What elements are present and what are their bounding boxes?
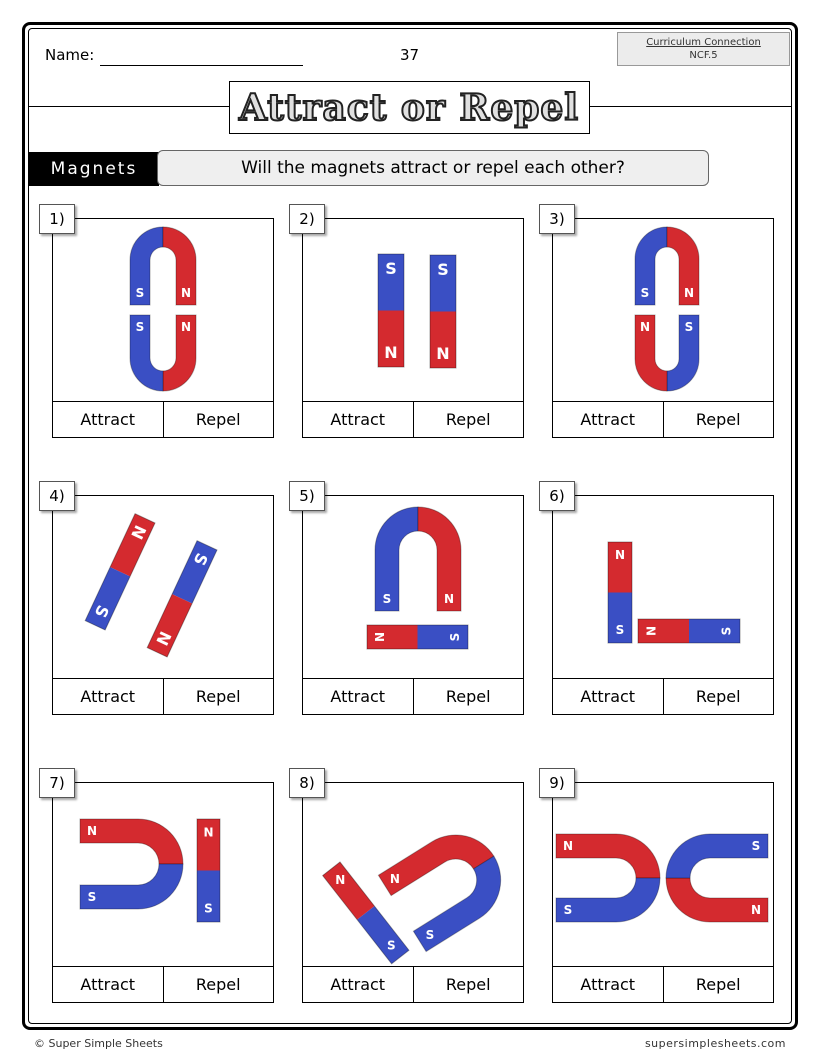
magnet-diagram [632,225,712,395]
worksheet-number: 37 [400,46,420,64]
magnet-diagram [125,225,205,395]
pole-label: N [373,631,388,643]
section-label: Magnets [29,152,159,186]
pole-label: N [683,286,695,300]
title-box [229,81,590,134]
bar-magnet [608,542,632,643]
pole-label: N [203,825,214,840]
pole-label: N [614,548,626,563]
attract-option[interactable]: Attract [553,679,664,714]
repel-option[interactable]: Repel [195,410,241,429]
pole-label: N [152,628,176,649]
repel-option[interactable]: Repel [445,975,491,994]
pole-label: S [382,592,392,606]
repel-option[interactable]: Repel [445,410,491,429]
attract-option[interactable]: Attract [553,967,664,1002]
magnet-diagram [600,540,745,650]
bar-magnet [638,619,740,643]
pole-label: N [180,320,192,334]
pole-label: S [751,839,761,853]
horseshoe-magnet [635,227,699,305]
pole-label: S [189,550,212,569]
pole-label: S [719,626,734,636]
bar-magnet [147,541,217,657]
magnet-half [163,227,196,305]
magnet-diagram [370,250,470,375]
question-number: 5) [289,481,325,511]
magnet-half [375,507,418,611]
pole-label: N [443,592,455,606]
horseshoe-magnet [80,819,183,909]
question-number: 9) [539,768,575,798]
answer-options [302,966,524,1003]
pole-label: S [385,259,397,279]
horseshoe-magnet [130,315,196,391]
bar-magnet [197,819,220,922]
page-title-graphic [232,85,587,131]
magnet-diagram [365,505,475,655]
question-number: 6) [539,481,575,511]
horseshoe-magnet [635,315,699,391]
pole-label: N [389,872,400,887]
copyright: © Super Simple Sheets [34,1037,163,1050]
magnet-diagram [90,515,225,665]
pole-label: S [684,320,694,334]
pole-label: N [335,873,346,888]
bar-magnet [85,514,155,630]
answer-options [552,678,774,715]
horseshoe-magnet [666,834,768,922]
repel-option[interactable]: Repel [695,975,741,994]
pole-label: S [640,286,650,300]
bar-magnet [430,255,456,368]
magnet-diagram [320,800,490,953]
question-number: 4) [39,481,75,511]
repel-option[interactable]: Repel [695,687,741,706]
pole-segment [323,862,375,920]
name-label: Name: [45,46,95,64]
horseshoe-magnet [556,834,660,922]
pole-label: N [180,286,192,300]
attract-option[interactable]: Attract [303,679,414,714]
horseshoe-magnet [130,227,196,305]
magnet-half [418,507,461,611]
pole-label: S [437,260,449,280]
name-field[interactable] [100,65,303,66]
question-prompt: Will the magnets attract or repel each other? [157,150,709,186]
repel-option[interactable]: Repel [195,975,241,994]
question-number: 1) [39,204,75,234]
question-number: 2) [289,204,325,234]
pole-label: S [204,901,213,916]
pole-label: S [135,286,145,300]
attract-option[interactable]: Attract [553,402,664,437]
pole-label: S [615,622,625,637]
curriculum-code: NCF.5 [689,50,718,61]
title-rule-left [29,106,229,107]
pole-label: S [447,632,462,642]
pole-label: N [639,320,651,334]
attract-option[interactable]: Attract [53,967,164,1002]
pole-label: S [135,320,145,334]
curriculum-title[interactable]: Curriculum Connection [646,37,761,48]
pole-label: N [644,625,659,637]
pole-label: N [384,342,398,362]
pole-label: S [87,890,97,904]
answer-options [302,401,524,438]
pole-label: N [750,903,762,917]
pole-label: S [90,602,113,621]
pole-label: N [562,839,574,853]
attract-option[interactable]: Attract [303,967,414,1002]
attract-option[interactable]: Attract [303,402,414,437]
repel-option[interactable]: Repel [195,687,241,706]
question-number: 7) [39,768,75,798]
pole-label: S [425,928,435,943]
answer-options [52,401,274,438]
question-number: 8) [289,768,325,798]
pole-label: N [86,824,98,838]
answer-options [52,966,274,1003]
magnet-half [667,315,699,391]
pole-label: S [386,938,396,953]
repel-option[interactable]: Repel [695,410,741,429]
pole-label: N [127,522,150,543]
magnet-diagram [556,832,770,924]
website: supersimplesheets.com [644,1037,786,1050]
bar-magnet [378,254,404,367]
attract-option[interactable]: Attract [53,402,164,437]
pole-label: S [563,903,573,917]
answer-options [552,966,774,1003]
bar-magnet [367,625,468,649]
curriculum-connection [617,32,790,66]
pole-label: N [436,343,450,363]
title-rule-right [590,106,791,107]
magnet-diagram [80,815,230,925]
answer-options [552,401,774,438]
page-title: Attract or Repel [238,86,580,129]
answer-options [52,678,274,715]
attract-option[interactable]: Attract [53,679,164,714]
repel-option[interactable]: Repel [445,687,491,706]
magnet-half [163,315,196,391]
answer-options [302,678,524,715]
question-number: 3) [539,204,575,234]
horseshoe-magnet [375,507,461,611]
